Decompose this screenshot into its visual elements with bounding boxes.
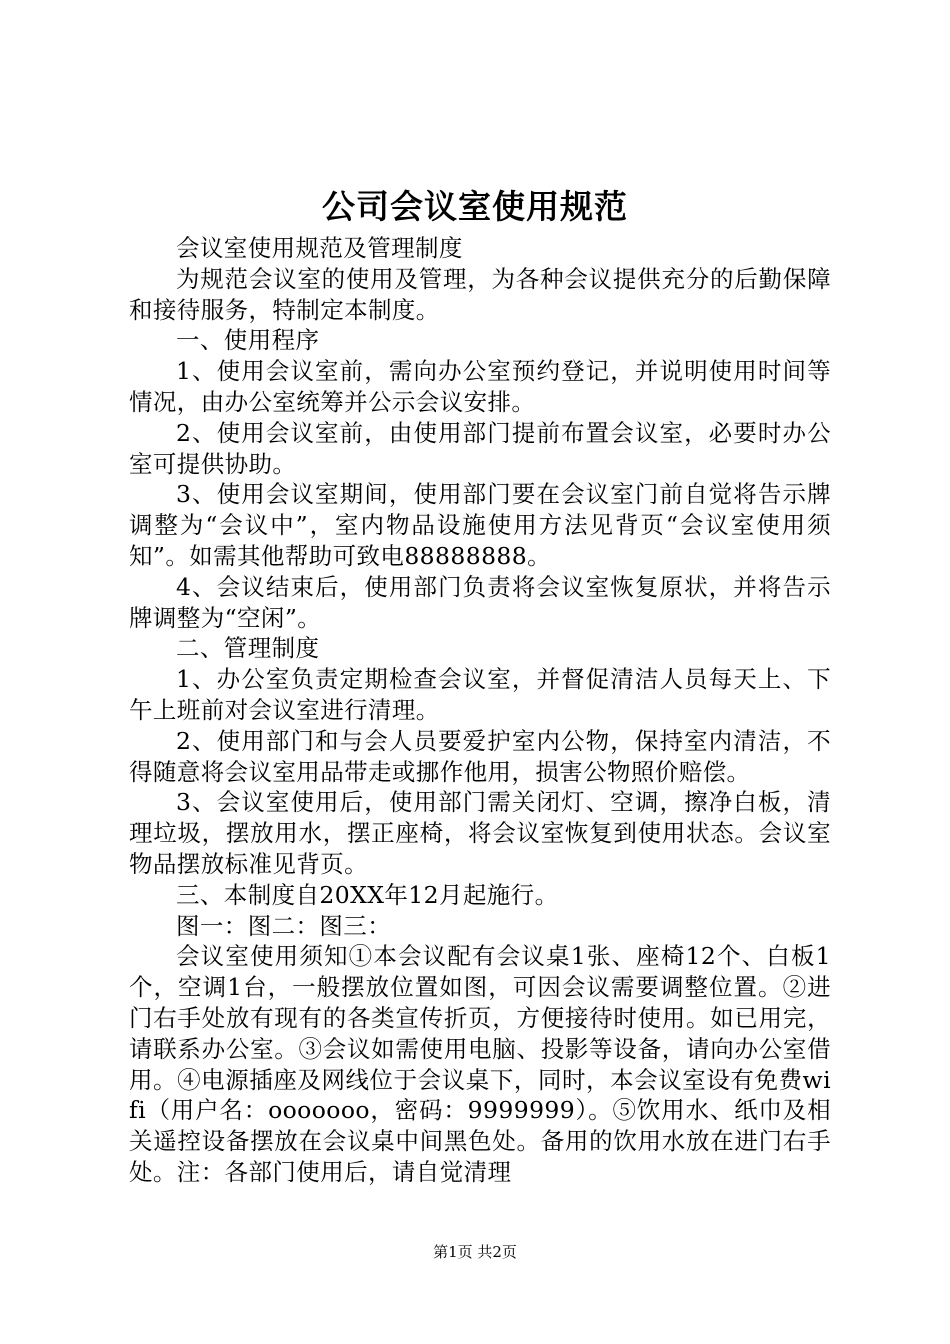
procedure-item-3: 3、使用会议室期间，使用部门要在会议室门前自觉将告示牌调整为“会议中”，室内物品设施使用方法见背页“会议室使用须知”。如需其他帮助可致电88888888。 xyxy=(129,480,831,570)
figure-labels: 图一：图二：图三： xyxy=(176,911,392,940)
section-effective-date: 三、本制度自20XX年12月起施行。 xyxy=(176,880,559,909)
management-item-1: 1、办公室负责定期检查会议室，并督促清洁人员每天上、下午上班前对会议室进行清理。 xyxy=(129,665,831,724)
section-heading-management: 二、管理制度 xyxy=(176,634,320,663)
paragraph-subtitle: 会议室使用规范及管理制度 xyxy=(176,234,463,262)
page-footer: 第1页 共2页 xyxy=(433,1243,517,1261)
management-item-3: 3、会议室使用后，使用部门需关闭灯、空调，擦净白板，清理垃圾，摆放用水，摆正座椅，将会议室恢复到使用状态。会议室物品摆放标准见背页。 xyxy=(129,788,831,878)
management-item-2: 2、使用部门和与会人员要爱护室内公物，保持室内清洁，不得随意将会议室用品带走或挪作他用，损害公物照价赔偿。 xyxy=(129,726,831,786)
procedure-item-1: 1、使用会议室前，需向办公室预约登记，并说明使用时间等情况，由办公室统筹并公示会议安排。 xyxy=(129,357,831,416)
document-title: 公司会议室使用规范 xyxy=(322,187,628,226)
procedure-item-2: 2、使用会议室前，由使用部门提前布置会议室，必要时办公室可提供协助。 xyxy=(129,418,831,478)
usage-notice: 会议室使用须知①本会议配有会议桌1张、座椅12个、白板1个，空调1台，一般摆放位置如图，可因会议需要调整位置。②进门右手处放有现有的各类宣传折页，方便接待时使用。如已用完，请联系办公室。③会议如需使用电脑、投影等设备，请向办公室借用。④电源插座及网线位于会议桌下，同时，本会议室设有免费wifi（用户名：ooooooo，密码：9999999）。⑤饮用水、纸巾及相关遥控设备摆放在会议桌中间黑色处。备用的饮用水放在进门右手处。注：各部门使用后，请自觉清理 xyxy=(129,942,831,1186)
section-heading-procedure: 一、使用程序 xyxy=(176,326,320,355)
document-body xyxy=(129,233,831,1188)
procedure-item-4: 4、会议结束后，使用部门负责将会议室恢复原状，并将告示牌调整为“空闲”。 xyxy=(129,572,831,632)
paragraph-intro: 为规范会议室的使用及管理，为各种会议提供充分的后勤保障和接待服务，特制定本制度。 xyxy=(129,264,831,324)
